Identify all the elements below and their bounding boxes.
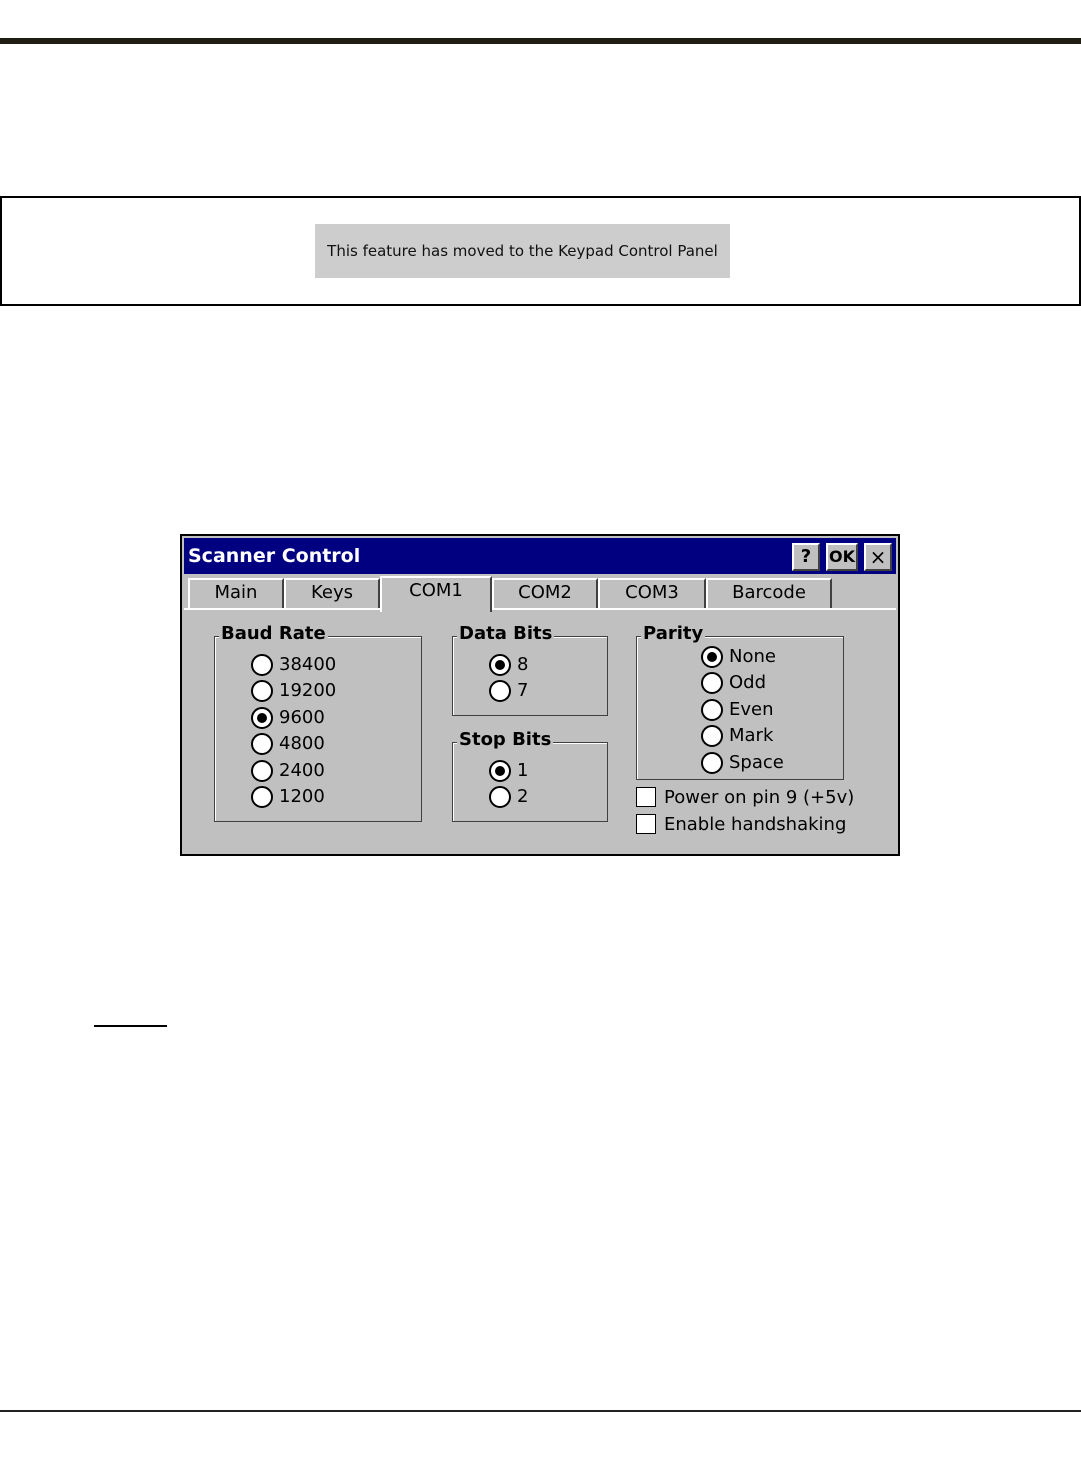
tab-keys[interactable]: Keys [284,578,380,608]
checkbox-icon [636,787,656,807]
tab-main[interactable]: Main [188,578,284,608]
radio-icon [701,725,723,747]
radio-selected-icon [489,760,511,782]
radio-selected-icon [251,707,273,729]
stop-bits-group [452,729,608,822]
baud-option-label: 4800 [279,733,325,754]
radio-icon [489,680,511,702]
ok-button[interactable]: OK [826,543,858,571]
data-bits-group [452,623,608,716]
underline-mark [94,1025,167,1027]
parity-option-label: Odd [729,672,767,693]
radio-icon [701,672,723,694]
baud-option-label: 9600 [279,707,325,728]
stop-bits-option-label: 1 [517,760,529,781]
tab-com3[interactable]: COM3 [598,578,706,608]
radio-icon [489,786,511,808]
scanner-control-window [180,534,900,856]
tab-com2[interactable]: COM2 [492,578,598,608]
radio-icon [251,733,273,755]
power-pin9-label: Power on pin 9 (+5v) [664,787,855,808]
header-rule [0,38,1081,44]
parity-option-label: None [729,646,776,667]
parity-option-label: Space [729,752,784,773]
baud-rate-title: Baud Rate [221,623,326,644]
stop-bits-option-label: 2 [517,786,529,807]
radio-icon [251,760,273,782]
checkbox-icon [636,814,656,834]
radio-icon [701,699,723,721]
tab-com1[interactable]: COM1 [380,576,492,612]
data-bits-title: Data Bits [459,623,553,644]
close-button[interactable]: × [864,543,892,571]
title-bar [184,538,896,574]
baud-option-label: 1200 [279,786,325,807]
footer-rule [0,1410,1081,1412]
enable-handshaking-label: Enable handshaking [664,814,847,835]
radio-icon [251,786,273,808]
notice-message: This feature has moved to the Keypad Control Panel [315,224,730,278]
radio-icon [701,752,723,774]
parity-group [636,623,844,780]
data-bits-option-label: 7 [517,680,529,701]
radio-selected-icon [701,646,723,668]
tab-content [182,610,898,856]
notice-box [0,196,1081,306]
parity-option-label: Even [729,699,774,720]
baud-rate-group [214,623,422,822]
parity-option-label: Mark [729,725,774,746]
stop-bits-title: Stop Bits [459,729,552,750]
radio-icon [251,654,273,676]
radio-selected-icon [489,654,511,676]
baud-option-label: 38400 [279,654,337,675]
baud-option-label: 19200 [279,680,337,701]
data-bits-option-label: 8 [517,654,529,675]
help-button[interactable]: ? [792,543,820,571]
radio-icon [251,680,273,702]
window-title: Scanner Control [188,545,361,567]
tab-strip [182,576,898,610]
baud-option-label: 2400 [279,760,325,781]
parity-title: Parity [643,623,704,644]
tab-barcode[interactable]: Barcode [706,578,832,608]
